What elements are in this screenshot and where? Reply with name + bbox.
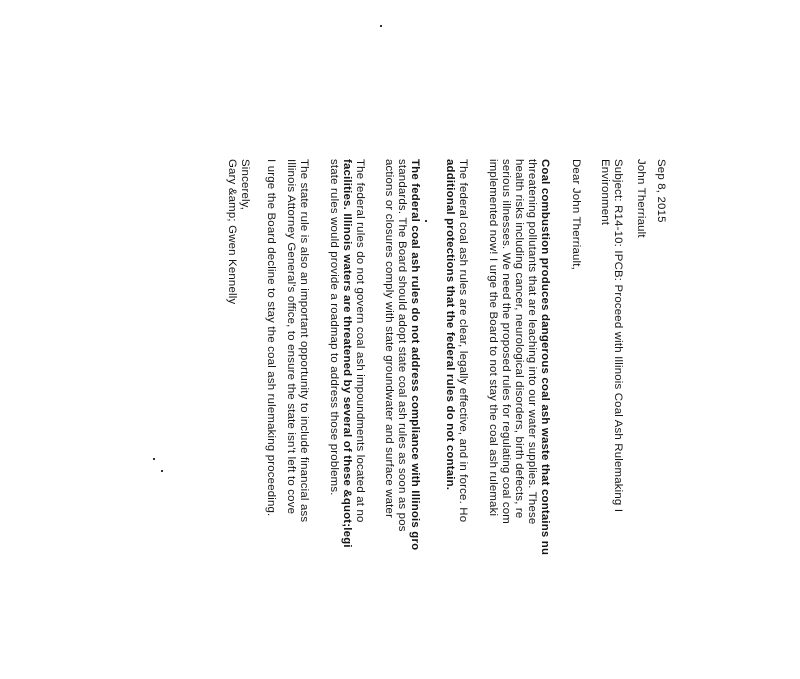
subject-line: Environment: [599, 159, 611, 226]
paragraph-line: serious illnesses. We need the proposed rules for regulating coal com: [500, 159, 512, 524]
paragraph-line: The state rule is also an important opportunity to include financial ass: [298, 159, 310, 523]
salutation: Dear John Therriault,: [570, 159, 582, 270]
letter-date: Sep 8, 2015: [655, 159, 667, 223]
recipient: John Therriault: [635, 159, 647, 238]
paragraph-line: I urge the Board decline to stay the coal ash rulemaking proceeding.: [265, 159, 277, 517]
paragraph-line: implemented now! I urge the Board to not stay the coal ash rulemaki: [487, 159, 499, 517]
subject-line: Subject: R14-10: IPCB: Proceed with Illinois Coal Ash Rulemaking I: [612, 159, 624, 513]
paragraph-line: The federal rules do not govern coal ash impoundments located at no: [354, 159, 366, 523]
paragraph-line: The federal coal ash rules are clear, legally effective, and in force. Ho: [457, 159, 469, 523]
paragraph-line: Coal combustion produces dangerous coal ash waste that contains nu: [539, 159, 551, 556]
rotated-letter: [200, 159, 670, 679]
paragraph-line: threatening pollutants that are leaching into our water supplies. These: [526, 159, 538, 525]
paragraph-line: actions or closures comply with state groundwater and surface water: [383, 159, 395, 519]
paragraph-line: additional protections that the federal rules do not contain.: [444, 159, 456, 491]
paragraph-line: standards. The Board should adopt state coal ash rules as soon as pos: [396, 159, 408, 532]
paragraph-line: Illinois Attorney General's office, to ensure the state isn't left to cove: [285, 159, 297, 515]
scan-speck: [161, 470, 163, 472]
paragraph-line: The federal coal ash rules do not address compliance with Illinois gro: [409, 159, 421, 551]
scan-speck: [153, 458, 155, 460]
paragraph-line: health risks including cancer, neurological disorders, birth defects, re: [513, 159, 525, 519]
closing: Sincerely,: [239, 159, 251, 211]
paragraph-line: state rules would provide a roadmap to address those problems.: [328, 159, 340, 496]
signature: Gary &amp; Gwen Kennelly: [226, 159, 238, 305]
scan-speck: [380, 25, 382, 27]
paragraph-line: facilities. Illinois waters are threatened by several of these &quot;legi: [341, 159, 353, 548]
